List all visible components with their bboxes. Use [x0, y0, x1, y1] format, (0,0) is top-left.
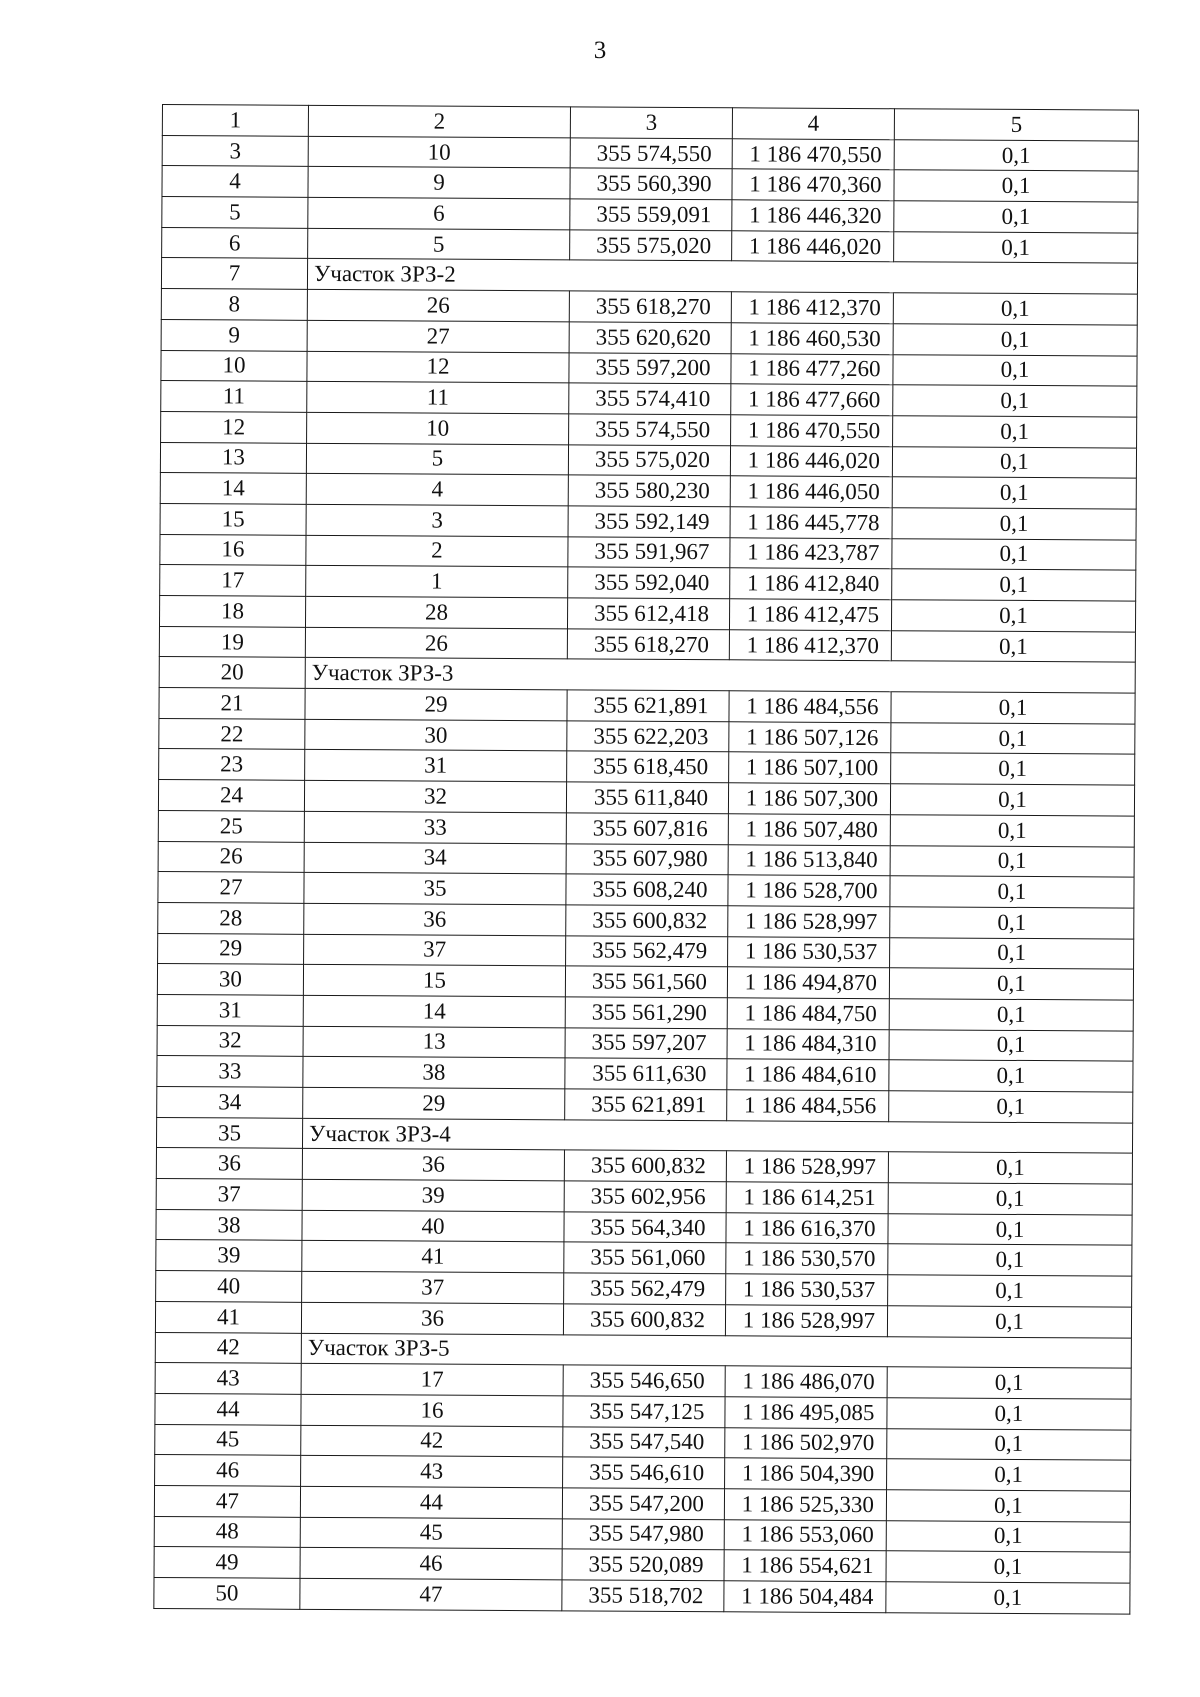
- point-number-cell: 12: [307, 351, 569, 383]
- row-number-cell: 15: [160, 503, 306, 535]
- y-coordinate-cell: 1 186 446,020: [730, 445, 892, 477]
- x-coordinate-cell: 355 611,630: [565, 1058, 727, 1090]
- row-number-cell: 45: [155, 1424, 301, 1456]
- row-number-cell: 46: [155, 1455, 301, 1487]
- y-coordinate-cell: 1 186 528,997: [726, 1151, 888, 1183]
- accuracy-cell: 0,1: [891, 753, 1135, 785]
- accuracy-cell: 0,1: [887, 1306, 1131, 1338]
- y-coordinate-cell: 1 186 484,750: [727, 998, 889, 1030]
- accuracy-cell: 0,1: [893, 385, 1137, 417]
- header-cell: 5: [894, 109, 1138, 141]
- accuracy-cell: 0,1: [894, 139, 1138, 171]
- accuracy-cell: 0,1: [891, 722, 1135, 754]
- row-number-cell: 27: [158, 872, 304, 904]
- accuracy-cell: 0,1: [888, 1183, 1132, 1215]
- y-coordinate-cell: 1 186 494,870: [727, 967, 889, 999]
- row-number-cell: 34: [157, 1086, 303, 1118]
- accuracy-cell: 0,1: [889, 1060, 1133, 1092]
- y-coordinate-cell: 1 186 528,997: [725, 1305, 887, 1337]
- row-number-cell: 47: [154, 1485, 300, 1517]
- y-coordinate-cell: 1 186 412,475: [729, 599, 891, 631]
- accuracy-cell: 0,1: [893, 354, 1137, 386]
- y-coordinate-cell: 1 186 528,997: [728, 906, 890, 938]
- accuracy-cell: 0,1: [889, 968, 1133, 1000]
- x-coordinate-cell: 355 592,040: [568, 567, 730, 599]
- y-coordinate-cell: 1 186 477,660: [731, 384, 893, 416]
- x-coordinate-cell: 355 607,980: [566, 843, 728, 875]
- row-number-cell: 29: [158, 933, 304, 965]
- point-number-cell: 36: [301, 1302, 563, 1334]
- row-number-cell: 6: [162, 227, 308, 259]
- x-coordinate-cell: 355 574,410: [569, 383, 731, 415]
- point-number-cell: 26: [305, 627, 567, 659]
- point-number-cell: 2: [306, 535, 568, 567]
- y-coordinate-cell: 1 186 423,787: [730, 537, 892, 569]
- point-number-cell: 37: [302, 1271, 564, 1303]
- x-coordinate-cell: 355 560,390: [570, 168, 732, 200]
- y-coordinate-cell: 1 186 446,020: [732, 231, 894, 263]
- accuracy-cell: 0,1: [892, 508, 1136, 540]
- accuracy-cell: 0,1: [893, 324, 1137, 356]
- row-number-cell: 26: [158, 841, 304, 873]
- row-number-cell: 31: [157, 994, 303, 1026]
- point-number-cell: 45: [300, 1517, 562, 1549]
- x-coordinate-cell: 355 546,650: [563, 1365, 725, 1397]
- row-number-cell: 43: [155, 1363, 301, 1395]
- y-coordinate-cell: 1 186 553,060: [724, 1519, 886, 1551]
- row-number-cell: 18: [159, 595, 305, 627]
- row-number-cell: 44: [155, 1393, 301, 1425]
- x-coordinate-cell: 355 575,020: [568, 444, 730, 476]
- point-number-cell: 43: [301, 1456, 563, 1488]
- row-number-cell: 30: [157, 964, 303, 996]
- row-number-cell: 28: [158, 902, 304, 934]
- accuracy-cell: 0,1: [894, 201, 1138, 233]
- accuracy-cell: 0,1: [888, 1152, 1132, 1184]
- accuracy-cell: 0,1: [890, 907, 1134, 939]
- row-number-cell: 41: [155, 1301, 301, 1333]
- x-coordinate-cell: 355 612,418: [567, 598, 729, 630]
- row-number-cell: 23: [159, 749, 305, 781]
- row-number-cell: 50: [154, 1577, 300, 1609]
- section-title-cell: Участок ЗРЗ-5: [301, 1333, 1131, 1368]
- row-number-cell: 36: [156, 1148, 302, 1180]
- accuracy-cell: 0,1: [889, 1029, 1133, 1061]
- row-number-cell: 8: [161, 289, 307, 321]
- page-number: 3: [593, 37, 607, 64]
- header-cell: 3: [570, 107, 732, 139]
- section-title-cell: Участок ЗРЗ-2: [307, 259, 1137, 294]
- point-number-cell: 10: [308, 136, 570, 168]
- point-number-cell: 4: [306, 474, 568, 506]
- y-coordinate-cell: 1 186 507,100: [729, 752, 891, 784]
- x-coordinate-cell: 355 618,270: [569, 291, 731, 323]
- accuracy-cell: 0,1: [888, 1213, 1132, 1245]
- accuracy-cell: 0,1: [894, 170, 1138, 202]
- y-coordinate-cell: 1 186 412,840: [730, 568, 892, 600]
- accuracy-cell: 0,1: [892, 477, 1136, 509]
- x-coordinate-cell: 355 580,230: [568, 475, 730, 507]
- x-coordinate-cell: 355 597,200: [569, 352, 731, 384]
- point-number-cell: 15: [303, 965, 565, 997]
- x-coordinate-cell: 355 561,560: [565, 966, 727, 998]
- y-coordinate-cell: 1 186 412,370: [729, 629, 891, 661]
- x-coordinate-cell: 355 562,479: [564, 1273, 726, 1305]
- y-coordinate-cell: 1 186 554,621: [724, 1550, 886, 1582]
- accuracy-cell: 0,1: [887, 1459, 1131, 1491]
- accuracy-cell: 0,1: [890, 784, 1134, 816]
- point-number-cell: 3: [306, 504, 568, 536]
- y-coordinate-cell: 1 186 502,970: [725, 1427, 887, 1459]
- point-number-cell: 42: [301, 1425, 563, 1457]
- accuracy-cell: 0,1: [890, 845, 1134, 877]
- x-coordinate-cell: 355 547,200: [562, 1488, 724, 1520]
- point-number-cell: 6: [308, 197, 570, 229]
- x-coordinate-cell: 355 574,550: [569, 414, 731, 446]
- x-coordinate-cell: 355 607,816: [566, 813, 728, 845]
- y-coordinate-cell: 1 186 484,556: [727, 1090, 889, 1122]
- row-number-cell: 3: [162, 135, 308, 167]
- row-number-cell: 10: [161, 350, 307, 382]
- point-number-cell: 5: [306, 443, 568, 475]
- x-coordinate-cell: 355 597,207: [565, 1027, 727, 1059]
- point-number-cell: 44: [300, 1486, 562, 1518]
- y-coordinate-cell: 1 186 530,537: [726, 1274, 888, 1306]
- accuracy-cell: 0,1: [891, 630, 1135, 662]
- row-number-cell: 35: [156, 1117, 302, 1149]
- x-coordinate-cell: 355 622,203: [567, 721, 729, 753]
- row-number-cell: 7: [161, 258, 307, 290]
- row-number-cell: 32: [157, 1025, 303, 1057]
- point-number-cell: 29: [305, 688, 567, 720]
- point-number-cell: 16: [301, 1394, 563, 1426]
- row-number-cell: 42: [155, 1332, 301, 1364]
- point-number-cell: 39: [302, 1179, 564, 1211]
- y-coordinate-cell: 1 186 486,070: [725, 1366, 887, 1398]
- point-number-cell: 11: [307, 382, 569, 414]
- y-coordinate-cell: 1 186 507,480: [728, 814, 890, 846]
- y-coordinate-cell: 1 186 530,570: [726, 1243, 888, 1275]
- accuracy-cell: 0,1: [889, 999, 1133, 1031]
- header-cell: 2: [308, 105, 570, 137]
- table-row: [154, 1577, 1130, 1613]
- y-coordinate-cell: 1 186 470,550: [731, 415, 893, 447]
- accuracy-cell: 0,1: [886, 1582, 1130, 1614]
- row-number-cell: 49: [154, 1547, 300, 1579]
- point-number-cell: 33: [304, 811, 566, 843]
- point-number-cell: 40: [302, 1210, 564, 1242]
- accuracy-cell: 0,1: [886, 1520, 1130, 1552]
- point-number-cell: 41: [302, 1241, 564, 1273]
- x-coordinate-cell: 355 564,340: [564, 1212, 726, 1244]
- row-number-cell: 24: [158, 780, 304, 812]
- point-number-cell: 5: [308, 228, 570, 260]
- accuracy-cell: 0,1: [890, 815, 1134, 847]
- point-number-cell: 47: [300, 1578, 562, 1610]
- row-number-cell: 19: [159, 626, 305, 658]
- row-number-cell: 48: [154, 1516, 300, 1548]
- x-coordinate-cell: 355 547,980: [562, 1518, 724, 1550]
- row-number-cell: 20: [159, 657, 305, 689]
- y-coordinate-cell: 1 186 460,530: [731, 323, 893, 355]
- point-number-cell: 34: [304, 842, 566, 874]
- x-coordinate-cell: 355 575,020: [570, 230, 732, 262]
- x-coordinate-cell: 355 621,891: [565, 1089, 727, 1121]
- accuracy-cell: 0,1: [891, 600, 1135, 632]
- y-coordinate-cell: 1 186 507,126: [729, 722, 891, 754]
- point-number-cell: 13: [303, 1026, 565, 1058]
- y-coordinate-cell: 1 186 470,550: [732, 138, 894, 170]
- accuracy-cell: 0,1: [888, 1275, 1132, 1307]
- row-number-cell: 25: [158, 810, 304, 842]
- y-coordinate-cell: 1 186 528,700: [728, 875, 890, 907]
- y-coordinate-cell: 1 186 513,840: [728, 844, 890, 876]
- point-number-cell: 27: [307, 320, 569, 352]
- x-coordinate-cell: 355 591,967: [568, 536, 730, 568]
- x-coordinate-cell: 355 608,240: [566, 874, 728, 906]
- accuracy-cell: 0,1: [886, 1551, 1130, 1583]
- x-coordinate-cell: 355 547,125: [563, 1396, 725, 1428]
- row-number-cell: 22: [159, 718, 305, 750]
- y-coordinate-cell: 1 186 616,370: [726, 1213, 888, 1245]
- row-number-cell: 9: [161, 319, 307, 351]
- point-number-cell: 35: [304, 873, 566, 905]
- point-number-cell: 14: [303, 995, 565, 1027]
- point-number-cell: 30: [305, 719, 567, 751]
- accuracy-cell: 0,1: [888, 1244, 1132, 1276]
- row-number-cell: 13: [160, 442, 306, 474]
- section-title-cell: Участок ЗРЗ-4: [302, 1118, 1132, 1153]
- x-coordinate-cell: 355 520,089: [562, 1549, 724, 1581]
- y-coordinate-cell: 1 186 446,320: [732, 200, 894, 232]
- y-coordinate-cell: 1 186 507,300: [728, 783, 890, 815]
- point-number-cell: 36: [304, 903, 566, 935]
- x-coordinate-cell: 355 600,832: [563, 1304, 725, 1336]
- point-number-cell: 29: [303, 1087, 565, 1119]
- row-number-cell: 12: [161, 411, 307, 443]
- accuracy-cell: 0,1: [890, 937, 1134, 969]
- y-coordinate-cell: 1 186 484,610: [727, 1059, 889, 1091]
- point-number-cell: 32: [304, 780, 566, 812]
- accuracy-cell: 0,1: [887, 1367, 1131, 1399]
- point-number-cell: 38: [303, 1057, 565, 1089]
- row-number-cell: 37: [156, 1179, 302, 1211]
- row-number-cell: 38: [156, 1209, 302, 1241]
- accuracy-cell: 0,1: [892, 446, 1136, 478]
- x-coordinate-cell: 355 518,702: [562, 1580, 724, 1612]
- point-number-cell: 10: [307, 412, 569, 444]
- accuracy-cell: 0,1: [889, 1091, 1133, 1123]
- accuracy-cell: 0,1: [892, 569, 1136, 601]
- accuracy-cell: 0,1: [894, 231, 1138, 263]
- accuracy-cell: 0,1: [893, 293, 1137, 325]
- x-coordinate-cell: 355 600,832: [564, 1150, 726, 1182]
- row-number-cell: 5: [162, 197, 308, 229]
- accuracy-cell: 0,1: [893, 416, 1137, 448]
- accuracy-cell: 0,1: [887, 1428, 1131, 1460]
- y-coordinate-cell: 1 186 445,778: [730, 507, 892, 539]
- x-coordinate-cell: 355 621,891: [567, 690, 729, 722]
- table-body: [154, 105, 1139, 1614]
- header-cell: 4: [732, 108, 894, 140]
- y-coordinate-cell: 1 186 484,310: [727, 1028, 889, 1060]
- x-coordinate-cell: 355 574,550: [570, 138, 732, 170]
- point-number-cell: 1: [306, 566, 568, 598]
- accuracy-cell: 0,1: [891, 692, 1135, 724]
- coordinates-table: [153, 104, 1139, 1614]
- point-number-cell: 31: [305, 750, 567, 782]
- header-cell: 1: [162, 105, 308, 137]
- y-coordinate-cell: 1 186 614,251: [726, 1182, 888, 1214]
- x-coordinate-cell: 355 602,956: [564, 1181, 726, 1213]
- point-number-cell: 28: [305, 596, 567, 628]
- y-coordinate-cell: 1 186 477,260: [731, 353, 893, 385]
- y-coordinate-cell: 1 186 484,556: [729, 691, 891, 723]
- x-coordinate-cell: 355 546,610: [563, 1457, 725, 1489]
- x-coordinate-cell: 355 600,832: [566, 905, 728, 937]
- row-number-cell: 14: [160, 473, 306, 505]
- x-coordinate-cell: 355 611,840: [566, 782, 728, 814]
- y-coordinate-cell: 1 186 412,370: [731, 292, 893, 324]
- accuracy-cell: 0,1: [890, 876, 1134, 908]
- point-number-cell: 26: [307, 289, 569, 321]
- section-title-cell: Участок ЗРЗ-3: [305, 658, 1135, 693]
- x-coordinate-cell: 355 592,149: [568, 506, 730, 538]
- accuracy-cell: 0,1: [892, 538, 1136, 570]
- x-coordinate-cell: 355 618,450: [567, 751, 729, 783]
- point-number-cell: 17: [301, 1364, 563, 1396]
- y-coordinate-cell: 1 186 525,330: [724, 1489, 886, 1521]
- x-coordinate-cell: 355 561,290: [565, 997, 727, 1029]
- x-coordinate-cell: 355 547,540: [563, 1426, 725, 1458]
- row-number-cell: 4: [162, 166, 308, 198]
- x-coordinate-cell: 355 559,091: [570, 199, 732, 231]
- y-coordinate-cell: 1 186 504,484: [724, 1581, 886, 1613]
- y-coordinate-cell: 1 186 446,050: [730, 476, 892, 508]
- accuracy-cell: 0,1: [886, 1490, 1130, 1522]
- point-number-cell: 37: [304, 934, 566, 966]
- y-coordinate-cell: 1 186 504,390: [725, 1458, 887, 1490]
- y-coordinate-cell: 1 186 530,537: [728, 936, 890, 968]
- row-number-cell: 33: [157, 1056, 303, 1088]
- point-number-cell: 9: [308, 167, 570, 199]
- row-number-cell: 11: [161, 381, 307, 413]
- point-number-cell: 46: [300, 1548, 562, 1580]
- row-number-cell: 39: [156, 1240, 302, 1272]
- row-number-cell: 17: [160, 565, 306, 597]
- x-coordinate-cell: 355 561,060: [564, 1242, 726, 1274]
- x-coordinate-cell: 355 620,620: [569, 322, 731, 354]
- y-coordinate-cell: 1 186 470,360: [732, 169, 894, 201]
- row-number-cell: 21: [159, 688, 305, 720]
- point-number-cell: 36: [302, 1149, 564, 1181]
- x-coordinate-cell: 355 618,270: [567, 629, 729, 661]
- y-coordinate-cell: 1 186 495,085: [725, 1397, 887, 1429]
- accuracy-cell: 0,1: [887, 1398, 1131, 1430]
- row-number-cell: 16: [160, 534, 306, 566]
- x-coordinate-cell: 355 562,479: [566, 935, 728, 967]
- row-number-cell: 40: [156, 1271, 302, 1303]
